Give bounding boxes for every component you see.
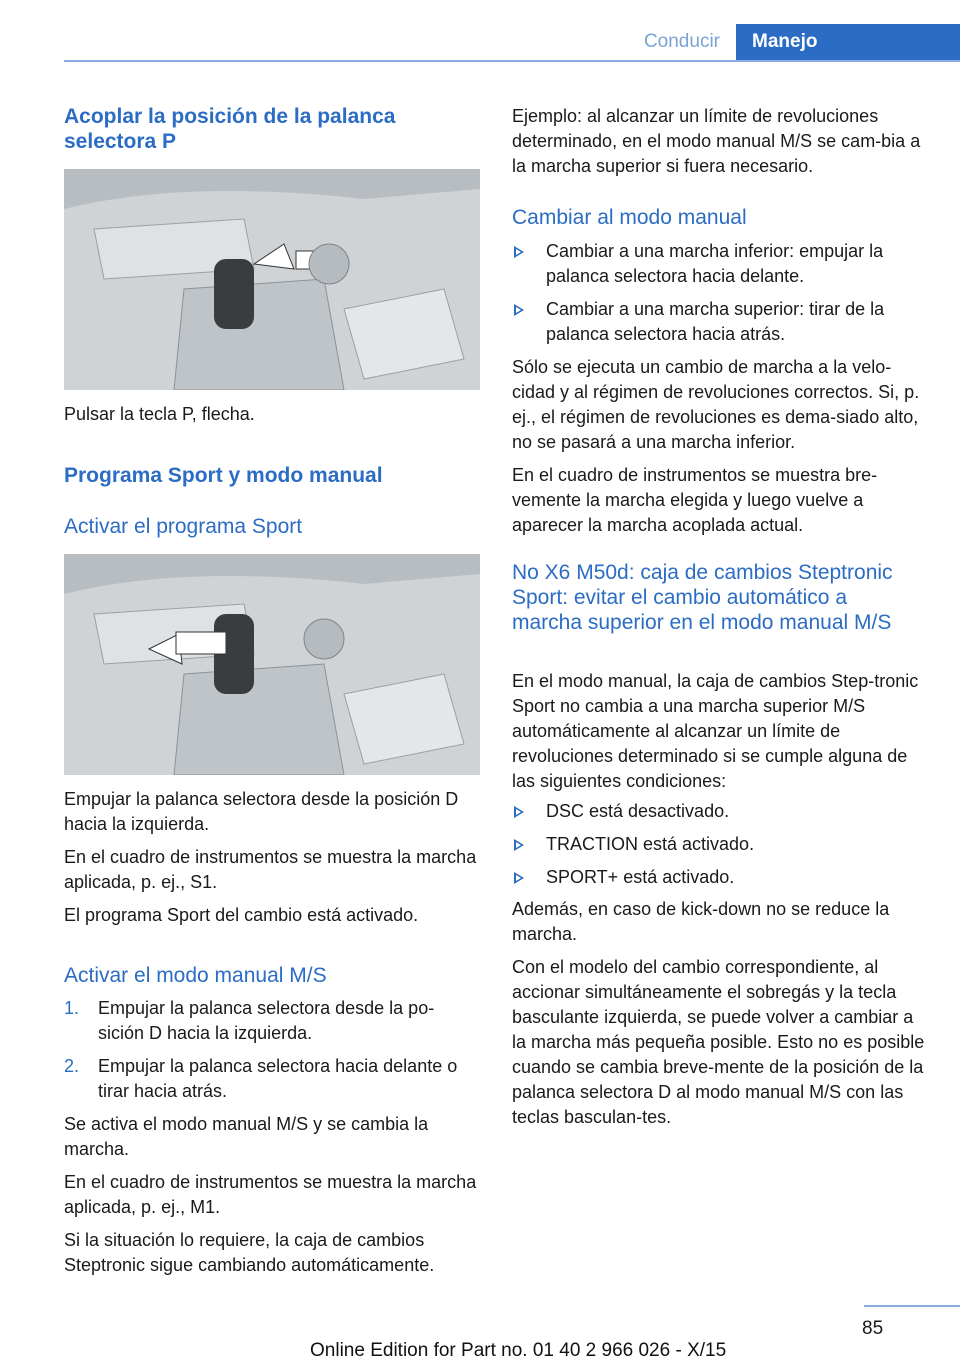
para-empujar: Empujar la palanca selectora desde la posición D hacia la izquierda. bbox=[64, 789, 459, 834]
heading-acoplar: Acoplar la posición de la palanca selectora P bbox=[64, 105, 396, 153]
para-cuadro-s1: En el cuadro de instrumentos se muestra la marcha aplicada, p. ej., S1. bbox=[64, 847, 477, 892]
console-illustration-1 bbox=[64, 169, 480, 390]
para-ejemplo: Ejemplo: al alcanzar un límite de revoluciones determinado, en el modo manual M/S se cam-bia a la marcha superior si fuera necesario. bbox=[512, 106, 921, 176]
bullet-text: Cambiar a una marcha inferior: empujar la palanca selectora hacia delante. bbox=[546, 241, 884, 286]
bullet-text: SPORT+ está activado. bbox=[546, 867, 735, 887]
para-steptronic: Si la situación lo requiere, la caja de cambios Steptronic sigue cambiando automáticamente. bbox=[64, 1230, 435, 1275]
bullet-triangle-icon bbox=[514, 304, 524, 316]
bullet-text: Cambiar a una marcha superior: tirar de la palanca selectora hacia atrás. bbox=[546, 299, 885, 344]
para-sport-activado: El programa Sport del cambio está activado. bbox=[64, 905, 419, 925]
step-text: Empujar la palanca selectora desde la po-sición D hacia la izquierda. bbox=[98, 998, 435, 1043]
console-illustration-2 bbox=[64, 554, 480, 775]
step-number: 1. bbox=[64, 998, 80, 1018]
para-solo-se-ejecuta: Sólo se ejecuta un cambio de marcha a la velo-cidad y al régimen de revoluciones correctos. Si, p. ej., el régimen de revoluciones es dema-siado alto, no se pasará a una marcha inferior. bbox=[512, 357, 920, 452]
para-cuadro-m1: En el cuadro de instrumentos se muestra la marcha aplicada, p. ej., M1. bbox=[64, 1172, 477, 1217]
heading-programa-sport: Programa Sport y modo manual bbox=[64, 464, 383, 487]
heading-activar-manual: Activar el modo manual M/S bbox=[64, 964, 327, 987]
bullet-triangle-icon bbox=[514, 806, 524, 818]
bullet-text: TRACTION está activado. bbox=[546, 834, 755, 854]
gear-lever-photo-p bbox=[64, 169, 480, 390]
tab-conducir[interactable]: Conducir bbox=[600, 24, 736, 60]
heading-cambiar-manual: Cambiar al modo manual bbox=[512, 206, 747, 229]
heading-activar-sport: Activar el programa Sport bbox=[64, 515, 303, 538]
caption-pulsar: Pulsar la tecla P, flecha. bbox=[64, 404, 255, 424]
tab-manejo[interactable]: Manejo bbox=[736, 24, 960, 60]
para-se-activa: Se activa el modo manual M/S y se cambia la marcha. bbox=[64, 1114, 429, 1159]
bullet-triangle-icon bbox=[514, 839, 524, 851]
bullet-triangle-icon bbox=[514, 872, 524, 884]
bullet-text: DSC está desactivado. bbox=[546, 801, 730, 821]
edition-line: Online Edition for Part no. 01 40 2 966 026 - X/15 bbox=[310, 1340, 727, 1361]
para-modo-manual-steptronic: En el modo manual, la caja de cambios Step-tronic Sport no cambia a una marcha superior M/S automáticamente al alcanzar un límite de revoluciones determinado si se cumple alguna de las siguientes condiciones: bbox=[512, 671, 919, 791]
para-modelo-cambio: Con el modelo del cambio correspondiente, al accionar simultáneamente el sobregás y la tecla basculante izquierda, se puede volver a cambiar a la marcha más pequeña posible. Esto no es posible cuando se cambia breve-mente de la posición de la palanca selectora D al modo manual M/S con las teclas basculan-tes. bbox=[512, 957, 925, 1127]
bullet-triangle-icon bbox=[514, 246, 524, 258]
para-kick-down: Además, en caso de kick-down no se reduce la marcha. bbox=[512, 899, 890, 944]
para-cuadro-breve: En el cuadro de instrumentos se muestra bre-vemente la marcha elegida y luego vuelve a aparecer la marcha acoplada actual. bbox=[512, 465, 878, 535]
footer-rule bbox=[864, 1305, 960, 1307]
step-text: Empujar la palanca selectora hacia delante o tirar hacia atrás. bbox=[98, 1056, 458, 1101]
page-number: 85 bbox=[862, 1318, 884, 1339]
header-rule bbox=[64, 60, 960, 62]
step-number: 2. bbox=[64, 1056, 80, 1076]
heading-no-x6: No X6 M50d: caja de cambios Steptronic Sport: evitar el cambio automático a marcha superior en el modo manual M/S bbox=[512, 561, 893, 634]
gear-lever-photo-sport bbox=[64, 554, 480, 775]
